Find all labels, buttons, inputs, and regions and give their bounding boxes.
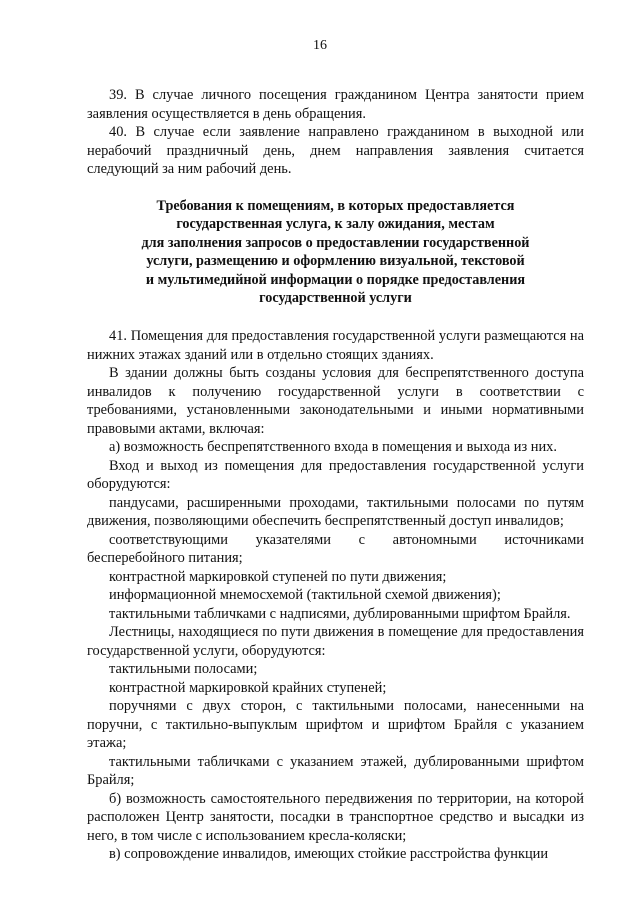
list-item: контрастной маркировкой ступеней по пути движения; [109, 568, 447, 585]
list-item: контрастной маркировкой крайних ступеней; [109, 679, 387, 696]
list-item: тактильными табличками с указанием этажей, дублированными шрифтом Брайля; [87, 753, 584, 789]
list-item: поручнями с двух сторон, с тактильными полосами, нанесенными на поручни, с тактильно-выпуклым шрифтом и шрифтом Брайля с указанием этажа; [87, 698, 584, 752]
list-item: информационной мнемосхемой (тактильной схемой движения); [109, 587, 501, 604]
heading-line: и мультимедийной информации о порядке предоставления [145, 271, 526, 288]
list-item: соответствующими указателями с автономными источниками бесперебойного питания; [87, 531, 584, 567]
paragraph-40: 40. В случае если заявление направлено гражданином в выходной или нерабочий праздничный день, днем направления заявления считается следующий за ним рабочий день. [87, 124, 584, 177]
paragraph-39: 39. В случае личного посещения гражданином Центра занятости прием заявления осуществляется в день обращения. [87, 87, 584, 122]
heading-line: государственная услуга, к залу ожидания, местам [176, 216, 495, 233]
paragraph: В здании должны быть созданы условия для беспрепятственного доступа инвалидов к получению государственной услуги в соответствии с требованиями, установленными законодательными и иными нормативными правовыми актами, включая: [87, 365, 584, 437]
paragraph: Вход и выход из помещения для предоставления государственной услуги оборудуются: [87, 457, 584, 493]
paragraph-item-b: б) возможность самостоятельного передвижения по территории, на которой расположен Центр занятости, посадки в транспортное средство и высадки из него, в том числе с использованием кресла-коляски; [87, 790, 584, 844]
paragraph-item-v: в) сопровождение инвалидов, имеющих стойкие расстройства функции [109, 846, 549, 863]
list-item: пандусами, расширенными проходами, тактильными полосами по путям движения, позволяющими обеспечить беспрепятственный доступ инвалидов; [87, 494, 584, 530]
page-number: 16 [313, 38, 327, 53]
heading-line: государственной услуги [259, 290, 412, 307]
list-item: тактильными полосами; [109, 661, 258, 678]
paragraph-item-a: а) возможность беспрепятственного входа в помещения и выхода из них. [109, 439, 557, 456]
heading-line: Требования к помещениям, в которых предоставляется [156, 197, 515, 214]
section-heading [87, 197, 584, 309]
paragraph: Лестницы, находящиеся по пути движения в помещение для предоставления государственной услуги, оборудуются: [87, 624, 584, 659]
document-body [87, 86, 584, 864]
paragraph-41: 41. Помещения для предоставления государственной услуги размещаются на нижних этажах зданий или в отдельно стоящих зданиях. [87, 328, 584, 363]
list-item: тактильными табличками с надписями, дублированными шрифтом Брайля. [109, 605, 571, 622]
heading-line: для заполнения запросов о предоставлении государственной [141, 234, 530, 251]
heading-line: услуги, размещению и оформлению визуальной, текстовой [146, 253, 525, 270]
